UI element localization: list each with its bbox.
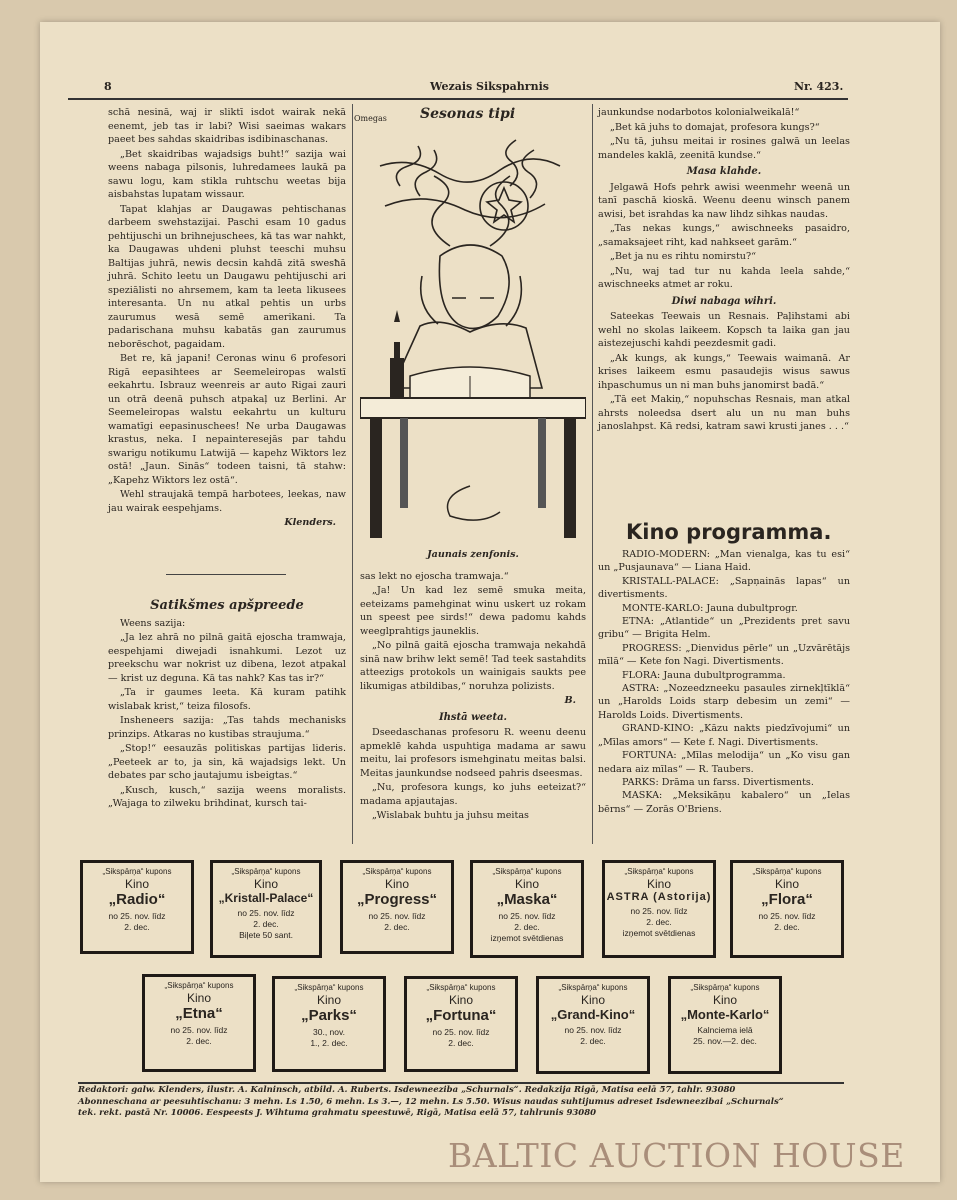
cartoon-illustration xyxy=(360,126,586,546)
column-1-second-article xyxy=(108,596,346,812)
author: Omegas xyxy=(354,114,387,123)
page-header xyxy=(68,80,848,98)
coupon-cinema-name: „Etna“ xyxy=(175,1005,223,1022)
paragraph: „Stop!“ eesauzās politiskas partijas lideris. „Peeteek ar to, ja sin, kā wajadsigs lekt. Un debates par scho jautajumu isbeigtas.“ xyxy=(108,743,346,781)
column-2 xyxy=(354,106,586,824)
paragraph: jaunkundse nodarbotos kolonialweikalā!“ xyxy=(598,107,800,118)
paragraph: „Ta ir gaumes leeta. Kā kuram patihk wislabak krist,“ teiza filosofs. xyxy=(108,687,346,712)
subheading: Masa klahde. xyxy=(686,166,762,177)
coupon-cinema-name: „Parks“ xyxy=(301,1007,357,1024)
subheading: Ihstā weeta. xyxy=(438,711,508,723)
coupon-date: 2. dec. xyxy=(124,922,150,932)
coupon-label: „Sikspārņa“ kupons xyxy=(426,983,496,992)
paragraph: Insheneers sazija: „Tas tahds mechanisks prinzips. Atkaras no kustibas straujuma.“ xyxy=(108,715,346,740)
coupon-cinema-name: „Kristall-Palace“ xyxy=(218,891,314,905)
coupon-date: no 25. nov. līdz xyxy=(432,1027,490,1037)
kino-item: FLORA: Jauna dubultprogramma. xyxy=(622,669,786,681)
coupon-date: no 25. nov. līdz xyxy=(630,906,688,916)
coupon-label: „Sikspārņa“ kupons xyxy=(624,867,694,876)
coupon-cinema-name: „Flora“ xyxy=(761,891,813,908)
coupon-date: 1., 2. dec. xyxy=(310,1038,348,1048)
imprint-line: Redaktori: galw. Klenders, ilustr. A. Kalninsch, atbild. A. Ruberts. Isdewneeziba „Schurnals“. Redakzija Rigā, Matisa eelā 57, tahlr. 93080 xyxy=(78,1085,736,1095)
paragraph: Tapat klahjas ar Daugawas pehtischanas darbeem swehstazijai. Paschi esam 10 gadus pehtijuschi un brihnejuschees, kā tas war nahkt, ka Daugawas uhdeni pluhst teeschi muhsu Baltijas juhrā, newis decsin kahdā zitā swesħā juhrā. Schito leetu un Daugawu pehtijuschi ari speziālisti no ahrsemem, kam ta leeta likusees interesanta. Un nu atkal pehtis un urbs zaurumus wesā semē amerikani. Ta padarischana muhsu kabatās gan zaurumus neborēschot, pagaidam. xyxy=(108,203,346,350)
paragraph: „Ja! Un kad lez semē smuka meita, eeteizams pamehginat winu uskert uz rokam un speest pee sirds!“ dewa padomu kahds weeglprahtigs jauneklis. xyxy=(360,585,586,637)
kino-item: MONTE-KARLO: Jauna dubultprogr. xyxy=(622,602,798,614)
header-rule xyxy=(68,98,848,100)
cartoon-caption: Jaunais zenfonis. xyxy=(427,549,519,560)
paragraph: „No pilnā gaitā ejoscha tramwaja nekahdā sinā naw brihw lekt semē! Tad teek sastahdits atteezigs protokols un wainigais saukts pee likumigas atbildibas,“ noruhza polizists. xyxy=(360,640,586,692)
coupon-label: „Sikspārņa“ kupons xyxy=(752,867,822,876)
kino-item: ETNA: „Atlantide“ un „Prezidents pret savu gribu“ — Brigita Helm. xyxy=(598,616,850,641)
paragraph: Dseedaschanas profesoru R. weenu deenu apmeklē kahda uspuhtiga madama ar sawu meitu, lai profesors ismehginatu meitas balsi. Meitas jaunkundse nodseed pahris dseesmas. xyxy=(360,727,586,779)
coupon-flora xyxy=(730,860,844,958)
coupon-date: 2. dec. xyxy=(384,922,410,932)
coupon-label: „Sikspārņa“ kupons xyxy=(102,867,172,876)
paragraph: Weens sazija: xyxy=(120,617,186,629)
paragraph: „Tas nekas kungs,“ awischneeks pasaidro, „samaksajeet riht, kad nahkseet garām.“ xyxy=(598,223,850,248)
coupon-date: 2. dec. xyxy=(774,922,800,932)
paragraph: schā nesinā, waj ir sliktī isdot wairak nekā eenemt, jeb tas ir labi? Wisi saeimas wakars paeet bes sahdas skaidribas isdibinaschanas. xyxy=(108,107,346,145)
page-number: 8 xyxy=(104,80,112,93)
coupon-kino: Kino xyxy=(774,877,800,891)
coupon-etna xyxy=(142,974,256,1072)
coupon-kino: Kino xyxy=(580,993,606,1007)
subheading: Diwi nabaga wihri. xyxy=(671,295,777,307)
coupon-parks xyxy=(272,976,386,1072)
coupon-kino: Kino xyxy=(384,877,410,891)
kino-item: MASKA: „Meksikāņu kabalero“ un „Ielas bērns“ — Zorās O'Briens. xyxy=(598,790,850,815)
coupon-kino: Kino xyxy=(448,993,474,1007)
coupon-kino: Kino xyxy=(124,877,150,891)
paragraph: sas lekt no ejoscha tramwaja.“ xyxy=(360,570,509,582)
auction-watermark: BALTIC AUCTION HOUSE xyxy=(448,1136,905,1175)
coupon-kino: Kino xyxy=(646,877,672,891)
coupon-note: izņemot svētdienas xyxy=(622,928,696,938)
coupon-cinema-name: „Grand-Kino“ xyxy=(550,1007,636,1022)
coupon-date: Kalnciema ielā xyxy=(697,1025,753,1035)
cartoon-title: Sesonas tipi xyxy=(420,106,516,122)
coupon-kino: Kino xyxy=(712,993,738,1007)
coupon-cinema-name: ASTRA (Astorija) xyxy=(606,891,712,903)
coupon-date: 2. dec. xyxy=(448,1038,474,1048)
paragraph: „Ak kungs, ak kungs,“ Teewais waimanā. Ar krises laikeem esmu pasaudejis wisus sawus ihpaschumus un ni man buhs janomirst badā.“ xyxy=(598,352,850,391)
coupon-label: „Sikspārņa“ kupons xyxy=(164,981,234,990)
coupon-label: „Sikspārņa“ kupons xyxy=(294,983,364,992)
paragraph: „Nu tā, juhsu meitai ir rosines galwā un leelas mandeles kaklā, zeenitā kundse.“ xyxy=(598,136,850,161)
paragraph: „Bet ja nu es rihtu nomirstu?“ xyxy=(610,251,757,262)
coupon-date: 2. dec. xyxy=(186,1036,212,1046)
coupon-cinema-name: „Monte-Karlo“ xyxy=(680,1007,770,1022)
issue-number: Nr. 423. xyxy=(794,80,844,93)
paragraph: „Kusch, kusch,“ sazija weens moralists. „Wajaga to zilweku brihdinat, kursch tai- xyxy=(108,784,346,809)
coupon-maska xyxy=(470,860,584,958)
coupon-radio xyxy=(80,860,194,954)
coupon-cinema-name: „Maska“ xyxy=(496,891,558,908)
paragraph: Bet re, kā japani! Ceronas winu 6 profesori Rigā eepasihtees ar Seemeleiropas walstī eekahrtu. Isbrauz weenreis ar auto Rigai zauri un otrā deenā puhsch atpakaļ uz Berlini. Ar Seemeleiropas walstu eekahrtu un kulturu wamatīgi eepasinuschees! Ne urba Daugawas krastus, neka. I nepainteresejās par tahdu swarigu notikumu Latwijā — kapehz Wiktors lez ostā! „Jaun. Sinās“ todeen taisni, tā stahw: „Kapehz Wiktors lez ostā“. xyxy=(108,353,346,486)
paragraph: Jelgawā Hofs pehrk awisi weenmehr weenā un tanī paschā kioskā. Weenu deenu winsch panem awisi, bet israhdas ka naw lihdz sihkas naudas. xyxy=(598,181,850,220)
imprint-line: tek. rekt. pastā Nr. 10006. Eespeests J. Wihtuma grahmatu speestuwē, Rigā, Matisa eelā 57, tahlrunis 93080 xyxy=(78,1108,597,1118)
coupon-note: izņemot svētdienas xyxy=(490,933,564,943)
coupon-date: 2. dec. xyxy=(580,1036,606,1046)
kino-item: PARKS: Drāma un farss. Divertisments. xyxy=(622,776,814,788)
coupon-note: Biļete 50 sant. xyxy=(239,930,293,940)
footer-rule xyxy=(78,1082,844,1084)
imprint xyxy=(78,1085,844,1120)
column-rule xyxy=(352,104,353,844)
article-title: Satikšmes apšpreede xyxy=(150,598,304,613)
coupon-monte-karlo xyxy=(668,976,782,1074)
coupon-date: 2. dec. xyxy=(253,919,279,929)
paragraph: Sateekas Teewais un Resnais. Paļihstami abi wehl no skolas laikeem. Kopsch ta laika gan jau aistezejuschi kahdi peezdesmit gadi. xyxy=(598,311,850,349)
coupon-date: no 25. nov. līdz xyxy=(564,1025,622,1035)
coupon-progress xyxy=(340,860,454,954)
coupon-date: 30., nov. xyxy=(313,1027,345,1037)
kino-item: GRAND-KINO: „Kāzu nakts piedzīvojumi“ un „Mīlas amors“ — Kete f. Nagi. Divertisments. xyxy=(598,723,850,748)
coupon-date: no 25. nov. līdz xyxy=(368,911,426,921)
coupon-date: no 25. nov. līdz xyxy=(237,908,295,918)
paragraph: „Nu, profesora kungs, ko juhs eeteizat?“ madama apjautajas. xyxy=(360,782,586,807)
coupon-date: 25. nov.—2. dec. xyxy=(693,1036,757,1046)
kino-item: ASTRA: „Nozeedzneeku pasaules zirnekļtīklā“ un „Harolds Loids starp debesim un zemi“ — Harolds Loids. Divertisments. xyxy=(598,683,850,721)
signature: B. xyxy=(564,695,576,706)
coupon-cinema-name: „Radio“ xyxy=(108,891,166,908)
paragraph: Wehl straujakā tempā harbotees, leekas, naw jau wairak eespehjams. xyxy=(108,489,346,514)
kino-item: RADIO-MODERN: „Man vienalga, kas tu esi“ un „Pusjaunava“ — Liana Haid. xyxy=(598,549,850,574)
coupon-date: no 25. nov. līdz xyxy=(758,911,816,921)
coupon-grand-kino xyxy=(536,976,650,1074)
coupon-date: no 25. nov. līdz xyxy=(170,1025,228,1035)
divider xyxy=(166,574,286,575)
kino-item: KRISTALL-PALACE: „Sapņainās lapas“ un divertisments. xyxy=(598,575,850,601)
coupon-date: no 25. nov. līdz xyxy=(108,911,166,921)
coupon-date: no 25. nov. līdz xyxy=(498,911,556,921)
paragraph: „Ja lez ahrā no pilnā gaitā ejoscha tramwaja, eespehjami diwejadi isnahkumi. Lezot uz preekschu war nokrist uz dibena, lezot atpakal — krist uz deguna. Kā tas nahk? Kas tas ir?“ xyxy=(108,632,346,684)
signature: Klenders. xyxy=(284,517,336,528)
kino-item: PROGRESS: „Dienvidus pērle“ un „Uzvārētājs mīlā“ — Kete fon Nagi. Divertisments. xyxy=(598,642,850,668)
coupon-date: 2. dec. xyxy=(646,917,672,927)
coupon-label: „Sikspārņa“ kupons xyxy=(558,983,628,992)
column-1-article xyxy=(108,106,346,531)
coupon-kino: Kino xyxy=(253,877,279,891)
imprint-line: Abonneschana ar peesuhtischanu: 3 mehn. Ls 1.50, 6 mehn. Ls 3.—, 12 mehn. Ls 5.50. Wisus naudas suhtijumus adreset Isdewneezibai „Schurnals“ xyxy=(78,1096,784,1107)
kino-programma-title: Kino programma. xyxy=(626,520,832,544)
paragraph: „Bet skaidribas wajadsigs buht!“ sazija wai weens nabaga pilsonis, luhredamees laukā pa sawu logu, kam stikla ruhtschu weetas bija aisbahstas lupatam wissaur. xyxy=(108,148,346,200)
newspaper-title: Wezais Sikspahrnis xyxy=(430,80,549,93)
coupon-kino: Kino xyxy=(186,991,212,1005)
coupon-kino: Kino xyxy=(514,877,540,891)
coupon-cinema-name: „Progress“ xyxy=(356,891,438,908)
column-rule xyxy=(592,104,593,844)
coupon-label: „Sikspārņa“ kupons xyxy=(231,867,301,876)
coupon-cinema-name: „Fortuna“ xyxy=(425,1007,497,1024)
coupon-date: 2. dec. xyxy=(514,922,540,932)
kino-item: FORTUNA: „Mīlas melodija“ un „Ko visu gan nedara aiz mīlas“ — R. Taubers. xyxy=(598,750,850,775)
coupon-label: „Sikspārņa“ kupons xyxy=(362,867,432,876)
paragraph: „Bet kā juhs to domajat, profesora kungs?“ xyxy=(610,121,820,133)
paragraph: „Tā eet Makiņ,“ nopuhschas Resnais, man atkal ahrsts noleedsa dsert alu un nu man buhs janoslahpst. Kā redsi, katram sawi krusti janes . . .“ xyxy=(598,394,850,432)
paragraph: „Wislabak buhtu ja juhsu meitas xyxy=(372,810,529,821)
coupon-kino: Kino xyxy=(316,993,342,1007)
coupon-fortuna xyxy=(404,976,518,1072)
coupon-astra xyxy=(602,860,716,958)
kino-programma-list xyxy=(598,548,850,816)
paragraph: „Nu, waj tad tur nu kahda leela sahde,“ awischneeks atmet ar roku. xyxy=(598,265,850,290)
coupon-kristall-palace xyxy=(210,860,322,958)
column-3 xyxy=(598,106,850,435)
coupon-label: „Sikspārņa“ kupons xyxy=(492,867,562,876)
coupon-label: „Sikspārņa“ kupons xyxy=(690,983,760,992)
